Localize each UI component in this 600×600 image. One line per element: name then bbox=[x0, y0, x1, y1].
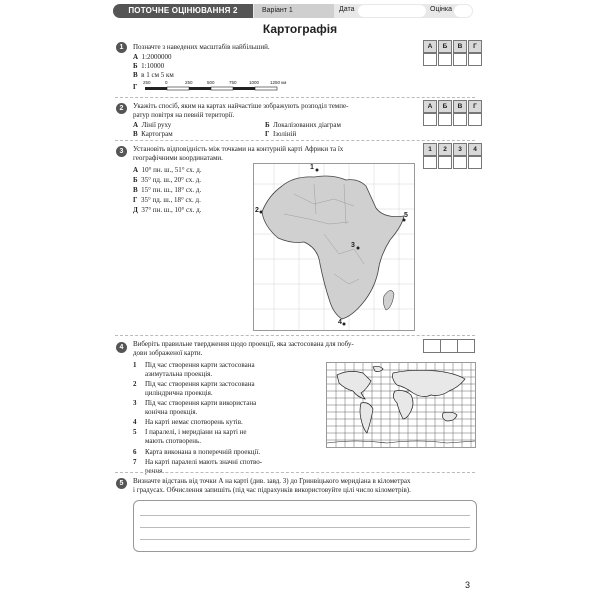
option-row bbox=[133, 121, 171, 130]
answer-box-divider bbox=[440, 340, 441, 352]
option-letter: Д bbox=[133, 206, 138, 214]
africa-contour-map bbox=[253, 163, 415, 331]
answer-col-header: Г bbox=[468, 100, 482, 113]
option-row bbox=[133, 186, 201, 195]
answer-col-header: В bbox=[453, 40, 467, 53]
scale-tick-label: 1250 км bbox=[270, 80, 287, 85]
option-letter: Г bbox=[265, 130, 270, 138]
option-text: Карта виконана в поперечній проекції. bbox=[145, 448, 261, 456]
divider bbox=[115, 97, 475, 98]
option-text: Під час створення карти використана bbox=[145, 399, 257, 407]
page-title: Картографія bbox=[262, 22, 338, 36]
scale-tick-label: 250 bbox=[143, 80, 151, 85]
answer-box-divider bbox=[457, 340, 458, 352]
option-letter: Б bbox=[265, 121, 270, 129]
answer-cell[interactable] bbox=[453, 156, 467, 169]
option-number: 4 bbox=[133, 418, 137, 426]
option-row bbox=[133, 130, 173, 139]
answer-line bbox=[140, 539, 470, 540]
answer-cell[interactable] bbox=[453, 53, 467, 66]
scale-tick-label: 250 bbox=[185, 80, 193, 85]
answer-line bbox=[140, 527, 470, 528]
option-text: рення. bbox=[145, 467, 165, 475]
option-row bbox=[133, 62, 164, 71]
option-number: 7 bbox=[133, 458, 137, 466]
option-text: Локалізованих діаграм bbox=[273, 121, 341, 129]
option-letter: А bbox=[133, 53, 139, 61]
header-title: ПОТОЧНЕ ОЦІНЮВАННЯ 2 bbox=[113, 4, 253, 18]
scale-tick-label: 750 bbox=[229, 80, 237, 85]
date-field[interactable] bbox=[358, 5, 426, 17]
option-text: Картограм bbox=[141, 130, 173, 138]
option-text: мають спотворень. bbox=[145, 437, 201, 445]
scale-tick-label: 0 bbox=[165, 80, 168, 85]
answer-grid-q1-cells bbox=[423, 53, 483, 66]
answer-cell[interactable] bbox=[438, 53, 452, 66]
option-text: циліндрична проекція. bbox=[145, 389, 213, 397]
option-text: 37° пн. ш., 10° сх. д. bbox=[141, 206, 202, 214]
option-text: в 1 см 5 км bbox=[141, 71, 174, 79]
answer-col-header: А bbox=[423, 100, 437, 113]
option-text: Під час створення карти застосована bbox=[145, 380, 255, 388]
answer-col-header: 4 bbox=[468, 143, 482, 156]
question-text: і градусах. Обчислення запишіть (під час підрахунків використовуйте цілі число кілометрів). bbox=[133, 486, 411, 494]
option-letter: В bbox=[133, 186, 138, 194]
question-number: 1 bbox=[116, 42, 127, 53]
question-text: географічними координатами. bbox=[133, 154, 223, 162]
scale-tick-label: 500 bbox=[207, 80, 215, 85]
answer-cell[interactable] bbox=[438, 113, 452, 126]
divider bbox=[115, 140, 475, 141]
option-number: 2 bbox=[133, 380, 137, 388]
answer-cell[interactable] bbox=[423, 156, 437, 169]
map-point-label: 4 bbox=[338, 319, 342, 326]
answer-grid-q3 bbox=[423, 143, 483, 156]
answer-grid-q3-cells bbox=[423, 156, 483, 169]
map-point-label: 1 bbox=[310, 164, 314, 171]
africa-map-svg bbox=[254, 164, 414, 330]
option-text: азимутальна проекція. bbox=[145, 370, 213, 378]
question-text: Визначте відстань від точки А на карті (див. завд. 3) до Гринвіцького меридіана в кілометрах bbox=[133, 477, 411, 485]
answer-col-header: А bbox=[423, 40, 437, 53]
map-point-label: 3 bbox=[351, 242, 355, 249]
option-number: 5 bbox=[133, 428, 137, 436]
option-text: 1:2000000 bbox=[141, 53, 172, 61]
question-text: дови зображеної карти. bbox=[133, 349, 203, 357]
world-map bbox=[326, 362, 476, 448]
option-row bbox=[265, 130, 296, 139]
page-number: 3 bbox=[464, 580, 470, 590]
option-text: Лінії руху bbox=[141, 121, 172, 129]
question-text: Позначте з наведених масштабів найбільший. bbox=[133, 43, 270, 51]
option-letter: В bbox=[133, 130, 138, 138]
option-text: 15° пн. ш., 18° сх. д. bbox=[141, 186, 202, 194]
option-text: І паралелі, і меридіани на карті не bbox=[145, 428, 247, 436]
option-letter: В bbox=[133, 71, 138, 79]
variant-label: Варіант 1 bbox=[254, 4, 334, 18]
option-row bbox=[133, 166, 202, 175]
option-number: 3 bbox=[133, 399, 137, 407]
option-letter: Г bbox=[133, 83, 138, 91]
option-letter: Б bbox=[133, 62, 138, 70]
answer-grid-q2 bbox=[423, 100, 483, 113]
option-text: На карті немає спотворень кутів. bbox=[145, 418, 243, 426]
option-number: 1 bbox=[133, 361, 137, 369]
option-letter: Г bbox=[133, 196, 138, 204]
question-text: Установіть відповідність між точками на контурній карті Африки та їх bbox=[133, 145, 344, 153]
answer-cell[interactable] bbox=[453, 113, 467, 126]
question-number: 4 bbox=[116, 342, 127, 353]
option-text: конічна проекція. bbox=[145, 408, 198, 416]
option-letter: А bbox=[133, 121, 139, 129]
option-row bbox=[133, 206, 201, 215]
answer-col-header: Б bbox=[438, 100, 452, 113]
answer-col-header: Г bbox=[468, 40, 482, 53]
answer-col-header: 3 bbox=[453, 143, 467, 156]
divider bbox=[115, 335, 475, 336]
grade-label: Оцінка bbox=[430, 6, 452, 13]
answer-col-header: В bbox=[453, 100, 467, 113]
map-point-label: 2 bbox=[255, 207, 259, 214]
answer-cell[interactable] bbox=[423, 53, 437, 66]
option-text: Ізоліній bbox=[272, 130, 297, 138]
map-point-label: 5 bbox=[404, 212, 408, 219]
question-number: 3 bbox=[116, 146, 127, 157]
question-text: Укажіть спосіб, яким на картах найчастіше зображують розподіл темпе- bbox=[133, 102, 349, 110]
answer-line bbox=[140, 515, 470, 516]
answer-cell[interactable] bbox=[468, 113, 482, 126]
option-text: 35° пд. ш., 20° сх. д. bbox=[141, 176, 202, 184]
answer-cell[interactable] bbox=[468, 53, 482, 66]
grade-field[interactable] bbox=[454, 5, 472, 17]
world-map-svg bbox=[327, 363, 475, 447]
question-number: 5 bbox=[116, 478, 127, 489]
option-row bbox=[133, 176, 201, 185]
answer-cell[interactable] bbox=[438, 156, 452, 169]
answer-col-header: Б bbox=[438, 40, 452, 53]
answer-area-q5[interactable] bbox=[133, 500, 477, 552]
question-number: 2 bbox=[116, 103, 127, 114]
answer-col-header: 1 bbox=[423, 143, 437, 156]
option-letter: А bbox=[133, 166, 139, 174]
option-row bbox=[133, 71, 174, 80]
answer-col-header: 2 bbox=[438, 143, 452, 156]
answer-cell[interactable] bbox=[423, 113, 437, 126]
option-text: 35° пд. ш., 18° сх. д. bbox=[140, 196, 201, 204]
option-letter: Б bbox=[133, 176, 138, 184]
scale-tick-label: 1000 bbox=[249, 80, 260, 85]
answer-box-q4[interactable] bbox=[423, 339, 475, 353]
date-label: Дата bbox=[339, 6, 355, 13]
question-text: ратур повітря на певній території. bbox=[133, 111, 235, 119]
option-row bbox=[265, 121, 341, 130]
question-text: Виберіть правильне твердження щодо проекції, яка застосована для побу- bbox=[133, 340, 354, 348]
option-text: Під час створення карти застосована bbox=[145, 361, 255, 369]
option-text: 10° пн. ш., 51° сх. д. bbox=[141, 166, 202, 174]
answer-grid-q2-cells bbox=[423, 113, 483, 126]
option-text: 1:10000 bbox=[141, 62, 165, 70]
option-row bbox=[133, 196, 201, 205]
option-number: 6 bbox=[133, 448, 137, 456]
answer-grid-q1 bbox=[423, 40, 483, 53]
divider bbox=[115, 472, 475, 473]
option-row bbox=[133, 83, 137, 92]
option-row bbox=[133, 53, 172, 62]
answer-cell[interactable] bbox=[468, 156, 482, 169]
scale-bar bbox=[145, 86, 280, 91]
option-text: На карті паралелі мають значні спотво- bbox=[145, 458, 263, 466]
linear-scale bbox=[143, 80, 293, 92]
